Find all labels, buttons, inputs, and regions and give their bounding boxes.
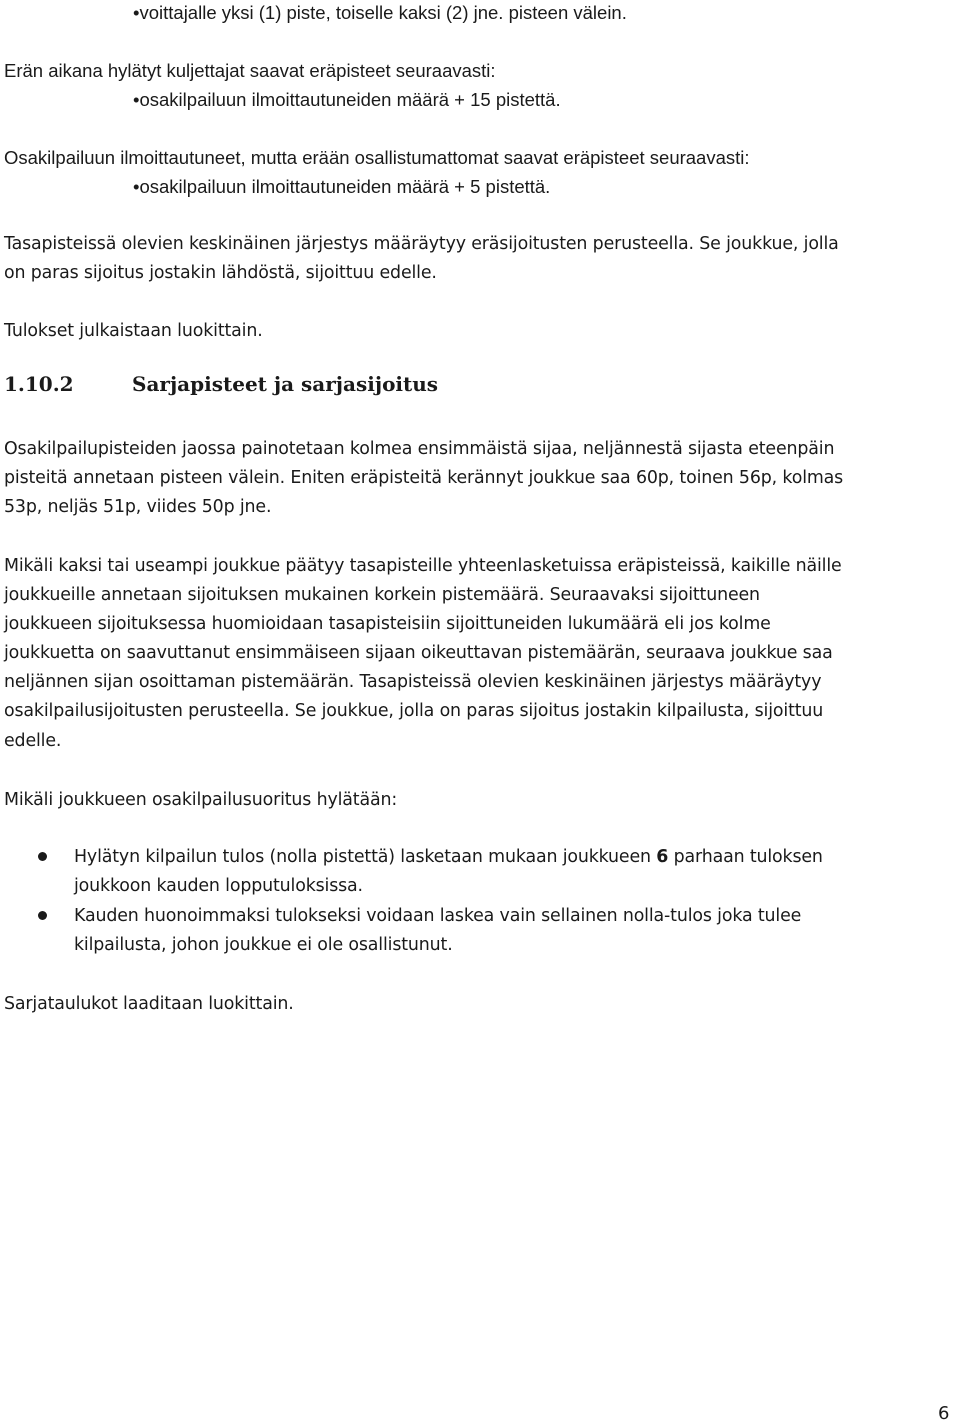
para2-line-4: joukkuetta on saavuttanut ensimmäiseen sijaan oikeuttavan pistemäärän, seuraava joukkue saa [4, 643, 833, 663]
list-item-2-line-2: kilpailusta, johon joukkue ei ole osallistunut. [74, 935, 453, 955]
bullet-line-winner-points: •voittajalle yksi (1) piste, toiselle kaksi (2) jne. pisteen välein. [133, 2, 627, 23]
results-published-text: Tulokset julkaistaan luokittain. [4, 321, 263, 341]
section-title: Sarjapisteet ja sarjasijoitus [132, 372, 439, 396]
tie-break-line-2: on paras sijoitus jostakin lähdöstä, sijoittuu edelle. [4, 263, 437, 283]
list-item-1-line-2: joukkoon kauden lopputuloksissa. [74, 876, 363, 896]
para2-line-2: joukkueille annetaan sijoituksen mukainen korkein pistemäärä. Seuraavaksi sijoittuneen [4, 585, 760, 605]
section-number: 1.10.2 [4, 372, 74, 396]
list-item-1-bold-number: 6 [656, 847, 669, 867]
bullet-line-non-participant-points: •osakilpailuun ilmoittautuneiden määrä + 5 pistettä. [133, 176, 551, 197]
tie-break-line-1: Tasapisteissä olevien keskinäinen järjestys määräytyy eräsijoitusten perusteella. Se joukkue, jolla [4, 234, 839, 254]
para2-line-1: Mikäli kaksi tai useampi joukkue päätyy tasapisteille yhteenlasketuissa eräpisteissä, kaikille näille [4, 556, 842, 576]
list-item-1-line-1: Hylätyn kilpailun tulos (nolla pistettä) lasketaan mukaan joukkueen 6 parhaan tuloksen [74, 847, 823, 867]
para1-line-1: Osakilpailupisteiden jaossa painotetaan kolmea ensimmäistä sijaa, neljännestä sijasta eteenpäin [4, 439, 835, 459]
disqualification-intro: Mikäli joukkueen osakilpailusuoritus hylätään: [4, 790, 398, 810]
list-bullet-1 [38, 852, 47, 861]
para2-line-6: osakilpailusijoitusten perusteella. Se joukkue, jolla on paras sijoitus jostakin kilpailusta, sijoittuu [4, 701, 824, 721]
bullet-line-disqualified-points: •osakilpailuun ilmoittautuneiden määrä + 15 pistettä. [133, 89, 561, 110]
para2-line-7: edelle. [4, 731, 62, 751]
disqualified-drivers-intro: Erän aikana hylätyt kuljettajat saavat eräpisteet seuraavasti: [4, 60, 496, 81]
non-participants-intro: Osakilpailuun ilmoittautuneet, mutta erään osallistumattomat saavat eräpisteet seuraavasti: [4, 147, 750, 168]
para2-line-3: joukkueen sijoituksessa huomioidaan tasapisteisiin sijoittuneiden lukumäärä eli jos kolme [4, 614, 771, 634]
list-item-2-line-1: Kauden huonoimmaksi tulokseksi voidaan laskea vain sellainen nolla-tulos joka tulee [74, 906, 802, 926]
para1-line-2: pisteitä annetaan pisteen välein. Eniten eräpisteitä kerännyt joukkue saa 60p, toinen 56p, kolmas [4, 468, 844, 488]
page-number: 6 [938, 1403, 950, 1424]
para1-line-3: 53p, neljäs 51p, viides 50p jne. [4, 497, 272, 517]
standings-by-class-text: Sarjataulukot laaditaan luokittain. [4, 994, 294, 1014]
list-bullet-2 [38, 911, 47, 920]
para2-line-5: neljännen sijan osoittaman pistemäärän. Tasapisteissä olevien keskinäinen järjestys määräytyy [4, 672, 822, 692]
